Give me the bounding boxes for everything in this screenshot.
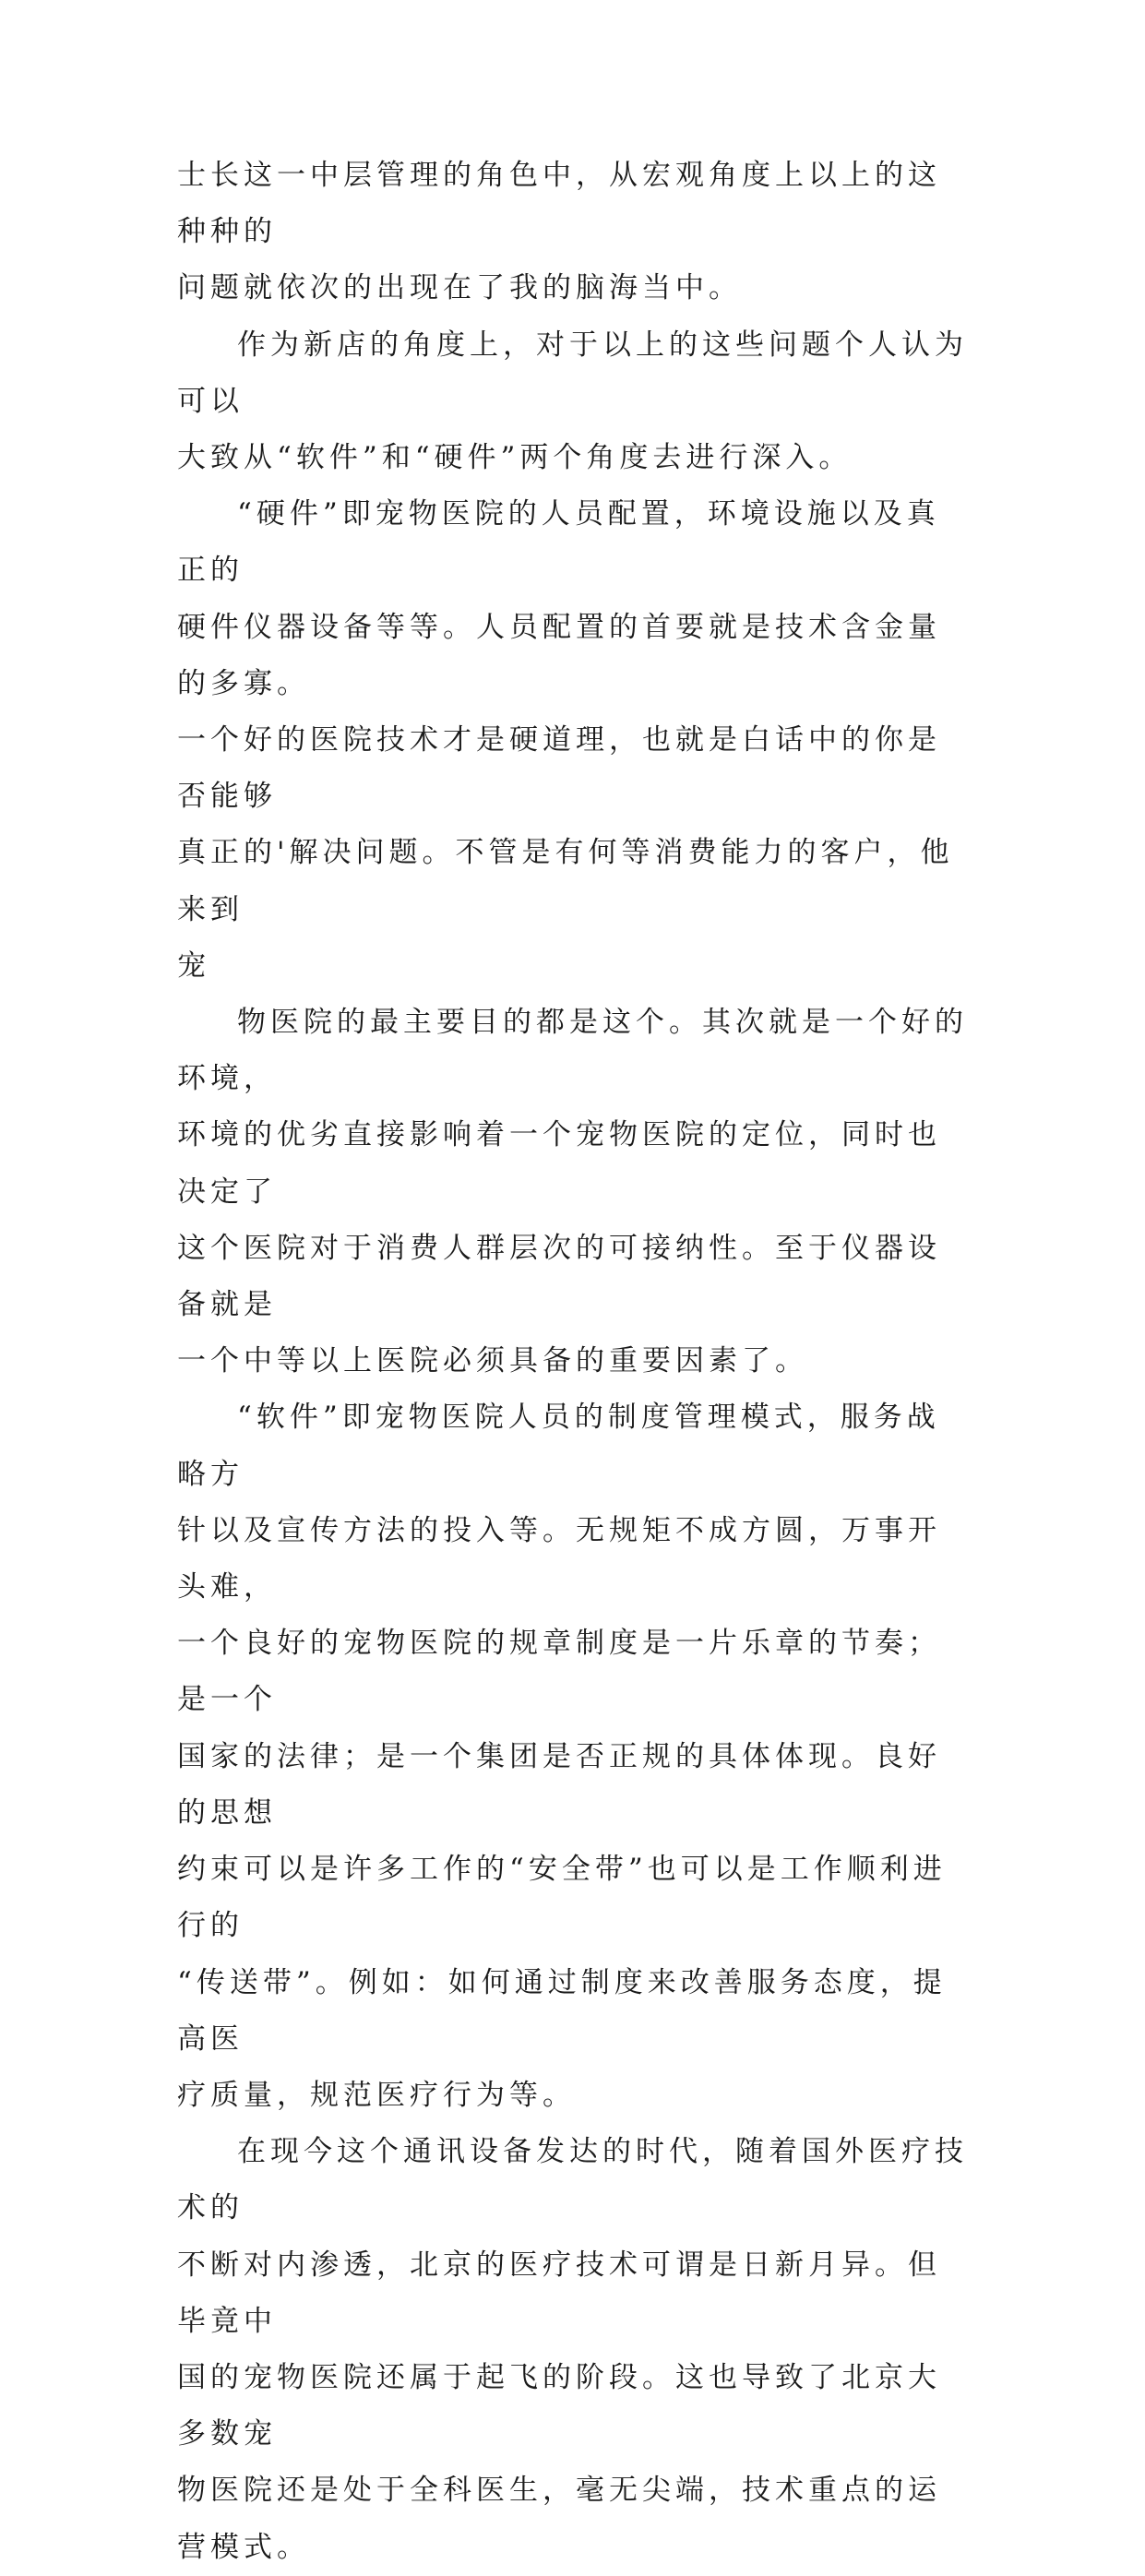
text-line: 士长这一中层管理的角色中，从宏观角度上以上的这种种的: [177, 159, 941, 249]
text-line: 约束可以是许多工作的“安全带”也可以是工作顺利进行的: [177, 1853, 947, 1943]
text-line: 作为新店的角度上，对于以上的这些问题个人认为可以: [177, 328, 968, 418]
text-line: 真正的'解决问题。不管是有何等消费能力的客户，他来到: [177, 836, 954, 926]
paragraph: [177, 1389, 971, 2124]
text-line: 宠: [177, 948, 210, 983]
paragraph: [177, 486, 971, 995]
text-line: 物医院还是处于全科医生，毫无尖端，技术重点的运营模式。: [177, 2474, 941, 2564]
text-line: 这个医院对于消费人群层次的可接纳性。至于仪器设备就是: [177, 1231, 941, 1322]
text-line: 物医院的最主要目的都是这个。其次就是一个好的环境，: [177, 1006, 968, 1096]
paragraph: [177, 2124, 971, 2576]
text-line: 大致从“软件”和“硬件”两个角度去进行深入。: [177, 441, 853, 475]
text-line: 国的宠物医院还属于起飞的阶段。这也导致了北京大多数宠: [177, 2360, 941, 2451]
text-line: 不断对内渗透，北京的医疗技术可谓是日新月异。但毕竟中: [177, 2248, 941, 2338]
text-line: 在现今这个通讯设备发达的时代，随着国外医疗技术的: [177, 2135, 968, 2225]
text-line: 疗质量，规范医疗行为等。: [177, 2078, 576, 2112]
text-line: 一个中等以上医院必须具备的重要因素了。: [177, 1344, 808, 1378]
text-line: 环境的优劣直接影响着一个宠物医院的定位，同时也决定了: [177, 1118, 941, 1209]
text-line: “软件”即宠物医院人员的制度管理模式，服务战略方: [177, 1401, 940, 1491]
text-line: 一个良好的宠物医院的规章制度是一片乐章的节奏；是一个: [177, 1627, 941, 1717]
text-line: “硬件”即宠物医院的人员配置，环境设施以及真正的: [177, 497, 940, 588]
text-line: 硬件仪器设备等等。人员配置的首要就是技术含金量的多寡。: [177, 610, 941, 700]
text-line: 国家的法律；是一个集团是否正规的具体体现。良好的思想: [177, 1739, 941, 1830]
paragraph: [177, 995, 971, 1389]
text-line: 问题就依次的出现在了我的脑海当中。: [177, 271, 742, 305]
text-line: 一个好的医院技术才是硬道理，也就是白话中的你是否能够: [177, 723, 941, 814]
paragraph: [177, 148, 971, 317]
document-body: [177, 148, 971, 2576]
text-line: 针以及宣传方法的投入等。无规矩不成方圆，万事开头难，: [177, 1513, 941, 1604]
paragraph: [177, 317, 971, 487]
text-line: “传送带”。例如：如何通过制度来改善服务态度，提高医: [177, 1965, 947, 2056]
